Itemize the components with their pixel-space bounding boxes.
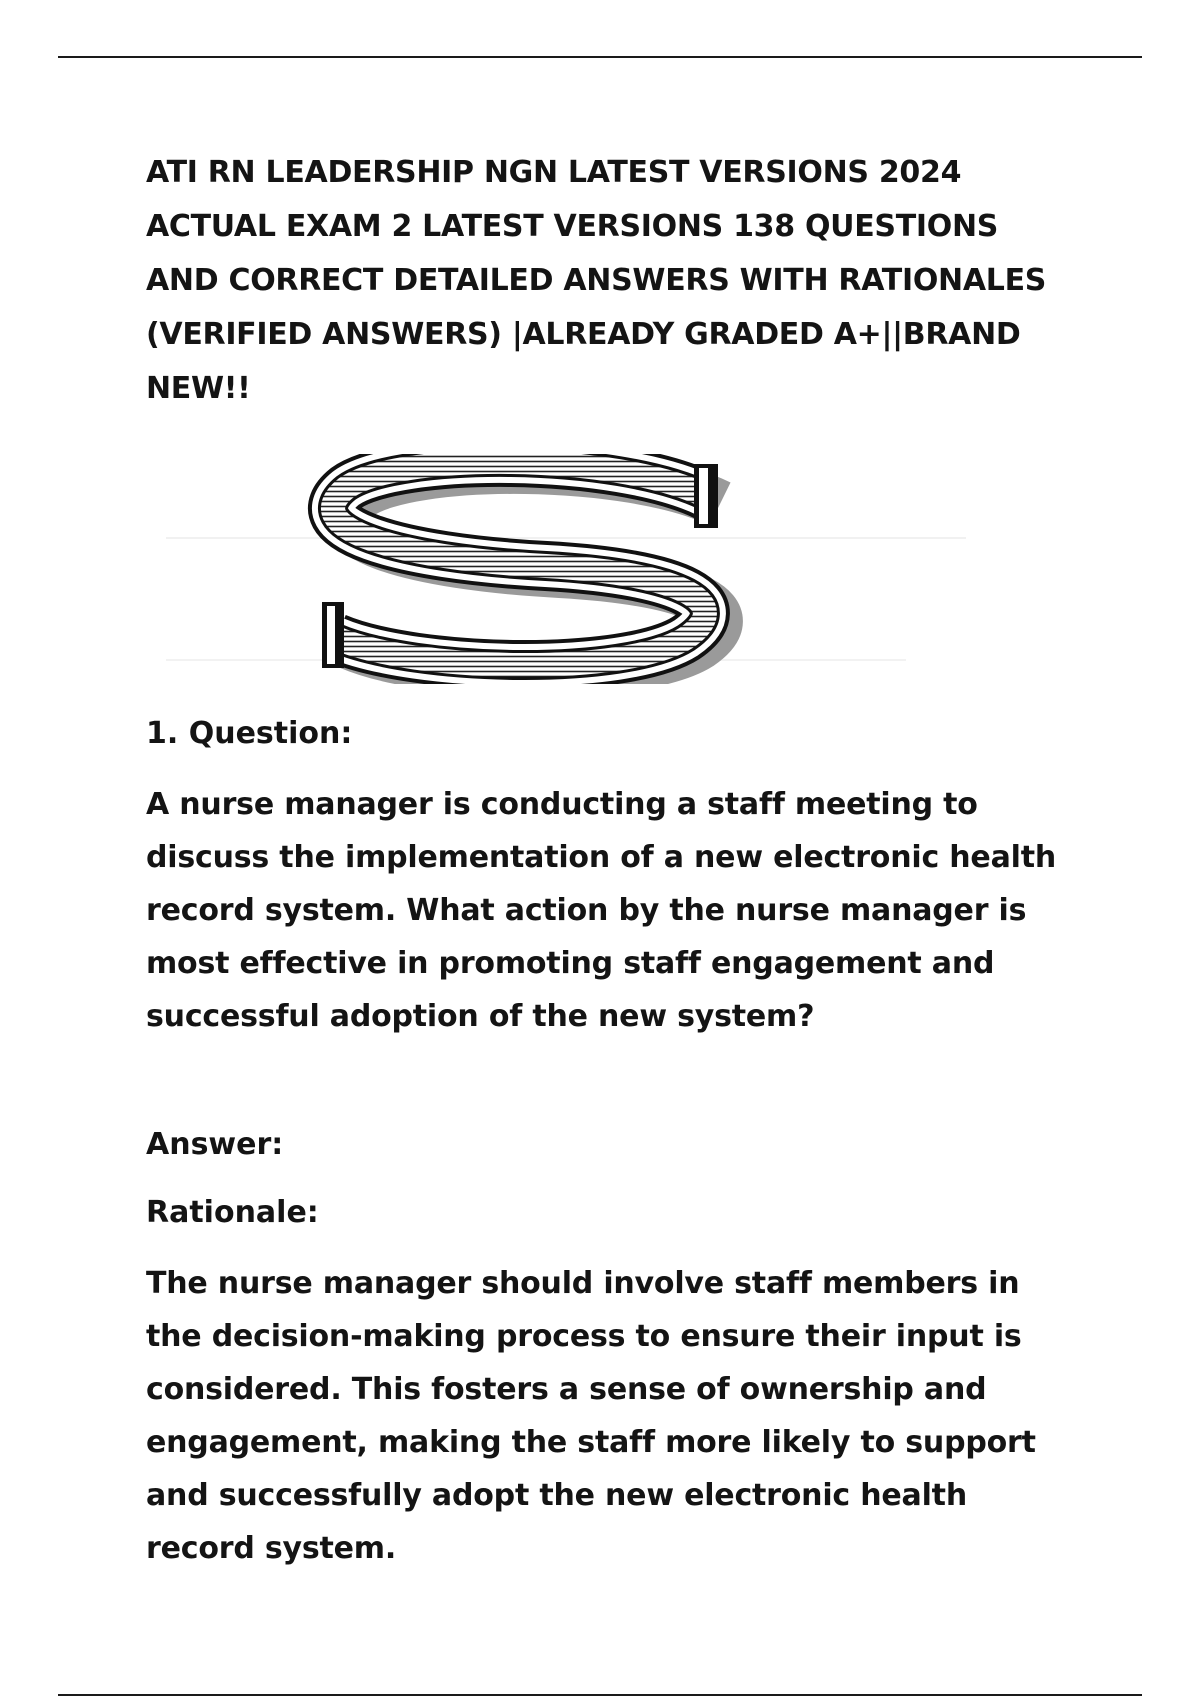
question-text: A nurse manager is conducting a staff meeting to discuss the implementation of a new electronic health record system. What action by the nurse manager is most effective in promoting staff engagement and successful adoption of the new system?	[146, 787, 1056, 1034]
question-number-label: 1. Question:	[146, 716, 353, 751]
answer-label: Answer:	[146, 1127, 284, 1162]
bottom-rule	[58, 1694, 1142, 1696]
document-title: ATI RN LEADERSHIP NGN LATEST VERSIONS 2024 ACTUAL EXAM 2 LATEST VERSIONS 138 QUESTIONS AND CORRECT DETAILED ANSWERS WITH RATIONALES (VERIFIED ANSWERS) |ALREADY GRADED A+||BRAND NEW!!	[146, 155, 1047, 406]
logo	[146, 454, 1046, 684]
page-content	[146, 146, 1076, 1575]
rationale-text: The nurse manager should involve staff members in the decision-making process to ensure their input is considered. This fosters a sense of ownership and engagement, making the staff more likely to support and successfully adopt the new electronic health record system.	[146, 1266, 1036, 1566]
rationale-label: Rationale:	[146, 1195, 319, 1230]
top-rule	[58, 56, 1142, 58]
stylized-s-logo-icon	[146, 454, 1046, 684]
